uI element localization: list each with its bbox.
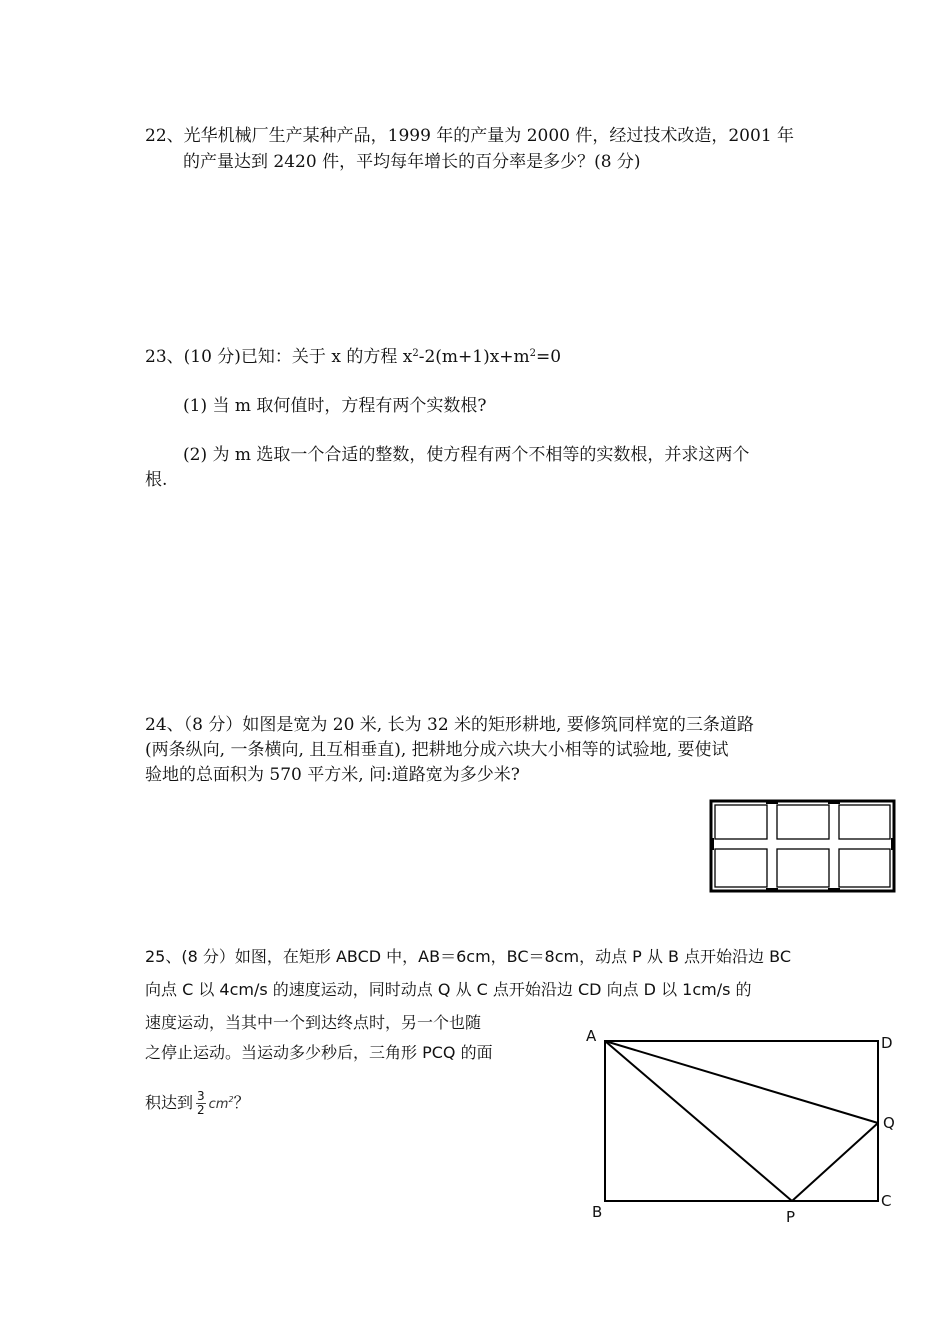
field-plot (715, 805, 767, 839)
field-plot (839, 805, 890, 839)
q23-exponent-x: 2 (412, 348, 419, 359)
q23-stem (145, 345, 561, 369)
fraction-numerator: 3 (197, 1089, 205, 1103)
q25-line-2: 向点 C 以 4cm/s 的速度运动，同时动点 Q 从 C 点开始沿边 CD 向点 D 以 1cm/s 的 (145, 980, 752, 999)
q25-rectangle-figure (580, 1020, 910, 1235)
q23-exponent-m: 2 (529, 348, 537, 359)
field-plot (777, 849, 829, 887)
q25-line-5-prefix: 积达到 (145, 1093, 194, 1112)
field-plot (777, 805, 829, 839)
road-marker (828, 888, 840, 891)
q25-line-3: 速度运动，当其中一个到达终点时，另一个也随 (145, 1013, 482, 1032)
q23-stem-part-c: =0 (536, 347, 562, 367)
q23-part-2-line-1: (2) 为 m 选取一个合适的整数，使方程有两个不相等的实数根，并求这两个 (183, 445, 750, 465)
road-markers (711, 801, 894, 891)
fraction-three-halves (196, 1090, 206, 1117)
label-c: C (881, 1192, 892, 1210)
label-q: Q (883, 1114, 895, 1132)
field-plot (839, 849, 890, 887)
label-p: P (786, 1208, 796, 1226)
q23-stem-part-a: 23、(10 分)已知：关于 x 的方程 x (145, 347, 413, 367)
q25-line-1: 25、(8 分）如图，在矩形 ABCD 中，AB＝6cm，BC＝8cm，动点 P 从 B 点开始沿边 BC (145, 947, 792, 966)
road-marker (711, 838, 714, 850)
q24-line-1: 24、（8 分）如图是宽为 20 米, 长为 32 米的矩形耕地, 要修筑同样宽的三条道路 (145, 715, 754, 735)
q24-line-3: 验地的总面积为 570 平方米, 问:道路宽为多少米? (145, 765, 520, 785)
q22-line-1: 22、光华机械厂生产某种产品，1999 年的产量为 2000 件，经过技术改造，2001 年 (145, 126, 795, 146)
q23-stem-part-b: -2(m+1)x+m (418, 347, 530, 367)
rectangle-abcd (605, 1041, 878, 1201)
q25-line-5 (145, 1085, 250, 1123)
area-unit-text: cm (208, 1097, 229, 1112)
q24-line-2: (两条纵向, 一条横向, 且互相垂直), 把耕地分成六块大小相等的试验地, 要使试 (145, 740, 729, 760)
q23-part-1: (1) 当 m 取何值时，方程有两个实数根? (183, 396, 487, 416)
segment-pq (792, 1123, 878, 1201)
label-a: A (586, 1027, 597, 1045)
road-marker (766, 888, 778, 891)
road-marker (766, 801, 778, 804)
q23-part-2-line-2: 根. (145, 470, 168, 490)
segment-ap (605, 1041, 792, 1201)
label-d: D (881, 1034, 893, 1052)
area-unit-exponent: 2 (228, 1095, 234, 1104)
road-marker (828, 801, 840, 804)
q25-line-5-suffix: ？ (233, 1093, 250, 1112)
field-outer-border (711, 801, 894, 891)
q25-line-4: 之停止运动。当运动多少秒后，三角形 PCQ 的面 (145, 1043, 493, 1062)
q24-field-figure (706, 796, 900, 896)
segment-aq (605, 1041, 878, 1123)
label-b: B (592, 1203, 603, 1221)
road-marker (891, 838, 894, 850)
field-plots (715, 805, 890, 887)
area-unit (209, 1097, 234, 1112)
fraction-denominator: 2 (197, 1103, 205, 1117)
field-plot (715, 849, 767, 887)
q22-line-2: 的产量达到 2420 件，平均每年增长的百分率是多少？(8 分) (183, 152, 641, 172)
